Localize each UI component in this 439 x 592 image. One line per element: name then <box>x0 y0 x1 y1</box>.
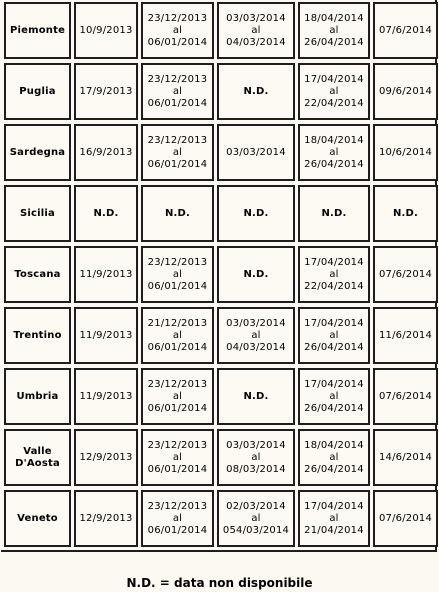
easter-holiday-cell <box>298 429 370 486</box>
school-start-cell: 17/9/2013 <box>74 63 138 120</box>
date-line: 03/03/2014 <box>226 12 286 24</box>
date-line: al <box>172 451 183 463</box>
school-start-cell: 11/9/2013 <box>74 368 138 425</box>
easter-holiday-cell <box>298 368 370 425</box>
date-line: 26/04/2014 <box>304 36 364 48</box>
date-line: al <box>251 512 261 524</box>
date-line: 04/03/2014 <box>226 36 286 48</box>
christmas-holiday-cell <box>141 307 214 364</box>
date-line: 17/04/2014 <box>304 500 364 512</box>
date-line: al <box>172 329 183 341</box>
date-line: al <box>329 451 339 463</box>
date-line: 08/03/2014 <box>226 463 286 475</box>
date-line: al <box>172 24 183 36</box>
date-line: 21/04/2014 <box>304 524 364 536</box>
region-cell: Sicilia <box>4 185 71 242</box>
carnival-holiday-cell <box>217 429 295 486</box>
region-cell: Puglia <box>4 63 71 120</box>
date-line: 06/01/2014 <box>147 280 208 292</box>
date-line: 06/01/2014 <box>147 463 208 475</box>
easter-holiday-cell: N.D. <box>298 185 370 242</box>
date-line: 03/03/2014 <box>226 439 286 451</box>
school-start-cell: 11/9/2013 <box>74 246 138 303</box>
date-line: 18/04/2014 <box>304 134 364 146</box>
date-line: 23/12/2013 <box>147 378 208 390</box>
date-line: al <box>251 451 261 463</box>
school-end-cell: 07/6/2014 <box>373 368 438 425</box>
christmas-holiday-cell <box>141 124 214 181</box>
region-cell: Veneto <box>4 490 71 547</box>
easter-holiday-cell <box>298 490 370 547</box>
school-end-cell: 11/6/2014 <box>373 307 438 364</box>
date-line: 22/04/2014 <box>304 280 364 292</box>
region-cell: Piemonte <box>4 2 71 59</box>
date-line: al <box>251 24 261 36</box>
legend-note: N.D. = data non disponibile <box>126 576 313 590</box>
region-cell: Umbria <box>4 368 71 425</box>
easter-holiday-cell <box>298 2 370 59</box>
easter-holiday-cell <box>298 307 370 364</box>
date-line: 18/04/2014 <box>304 12 364 24</box>
date-line: 03/03/2014 <box>226 317 286 329</box>
school-end-cell: 10/6/2014 <box>373 124 438 181</box>
date-line: al <box>172 390 183 402</box>
christmas-holiday-cell <box>141 490 214 547</box>
date-line: al <box>329 24 339 36</box>
carnival-holiday-cell <box>217 307 295 364</box>
carnival-holiday-cell: N.D. <box>217 185 295 242</box>
christmas-holiday-cell <box>141 2 214 59</box>
school-end-cell: 14/6/2014 <box>373 429 438 486</box>
date-line: 06/01/2014 <box>147 158 208 170</box>
date-line: 23/12/2013 <box>147 12 208 24</box>
easter-holiday-cell <box>298 246 370 303</box>
school-start-cell: 16/9/2013 <box>74 124 138 181</box>
date-line: 06/01/2014 <box>147 36 208 48</box>
date-line: 23/12/2013 <box>147 134 208 146</box>
date-line: 22/04/2014 <box>304 97 364 109</box>
date-line: al <box>172 268 183 280</box>
date-line: al <box>329 512 339 524</box>
date-line: 17/04/2014 <box>304 73 364 85</box>
date-line: 06/01/2014 <box>147 97 208 109</box>
school-end-cell: N.D. <box>373 185 438 242</box>
school-end-cell: 07/6/2014 <box>373 246 438 303</box>
date-line: 06/01/2014 <box>147 402 208 414</box>
date-line: 23/12/2013 <box>147 439 208 451</box>
date-line: al <box>172 85 183 97</box>
school-start-cell: 10/9/2013 <box>74 2 138 59</box>
region-cell: Sardegna <box>4 124 71 181</box>
date-line: 054/03/2014 <box>222 524 290 536</box>
school-end-cell: 09/6/2014 <box>373 63 438 120</box>
christmas-holiday-cell <box>141 246 214 303</box>
date-line: 04/03/2014 <box>226 341 286 353</box>
school-start-cell: 12/9/2013 <box>74 490 138 547</box>
date-line: al <box>329 268 339 280</box>
date-line: 26/04/2014 <box>304 463 364 475</box>
easter-holiday-cell <box>298 124 370 181</box>
school-end-cell: 07/6/2014 <box>373 2 438 59</box>
date-line: 26/04/2014 <box>304 341 364 353</box>
date-line: 06/01/2014 <box>147 524 208 536</box>
date-line: 23/12/2013 <box>147 256 208 268</box>
date-line: 23/12/2013 <box>147 500 208 512</box>
date-line: al <box>329 329 339 341</box>
date-line: al <box>172 512 183 524</box>
school-calendar-table <box>1 0 437 552</box>
date-line: 26/04/2014 <box>304 158 364 170</box>
region-cell: Valle D'Aosta <box>4 429 71 486</box>
date-line: al <box>329 146 339 158</box>
christmas-holiday-cell: N.D. <box>141 185 214 242</box>
date-line: 06/01/2014 <box>147 341 208 353</box>
region-cell: Toscana <box>4 246 71 303</box>
carnival-holiday-cell: N.D. <box>217 246 295 303</box>
date-line: 17/04/2014 <box>304 378 364 390</box>
date-line: al <box>172 146 183 158</box>
date-line: al <box>329 390 339 402</box>
school-start-cell: 11/9/2013 <box>74 307 138 364</box>
date-line: 21/12/2013 <box>147 317 208 329</box>
school-start-cell: 12/9/2013 <box>74 429 138 486</box>
date-line: 26/04/2014 <box>304 402 364 414</box>
christmas-holiday-cell <box>141 63 214 120</box>
date-line: al <box>251 329 261 341</box>
date-line: 17/04/2014 <box>304 317 364 329</box>
easter-holiday-cell <box>298 63 370 120</box>
date-line: 18/04/2014 <box>304 439 364 451</box>
school-start-cell: N.D. <box>74 185 138 242</box>
date-line: al <box>329 85 339 97</box>
christmas-holiday-cell <box>141 429 214 486</box>
carnival-holiday-cell: N.D. <box>217 368 295 425</box>
school-end-cell: 07/6/2014 <box>373 490 438 547</box>
date-line: 17/04/2014 <box>304 256 364 268</box>
date-line: 02/03/2014 <box>226 500 286 512</box>
carnival-holiday-cell: 03/03/2014 <box>217 124 295 181</box>
carnival-holiday-cell: N.D. <box>217 63 295 120</box>
carnival-holiday-cell <box>217 2 295 59</box>
date-line: 23/12/2013 <box>147 73 208 85</box>
christmas-holiday-cell <box>141 368 214 425</box>
region-cell: Trentino <box>4 307 71 364</box>
carnival-holiday-cell <box>217 490 295 547</box>
